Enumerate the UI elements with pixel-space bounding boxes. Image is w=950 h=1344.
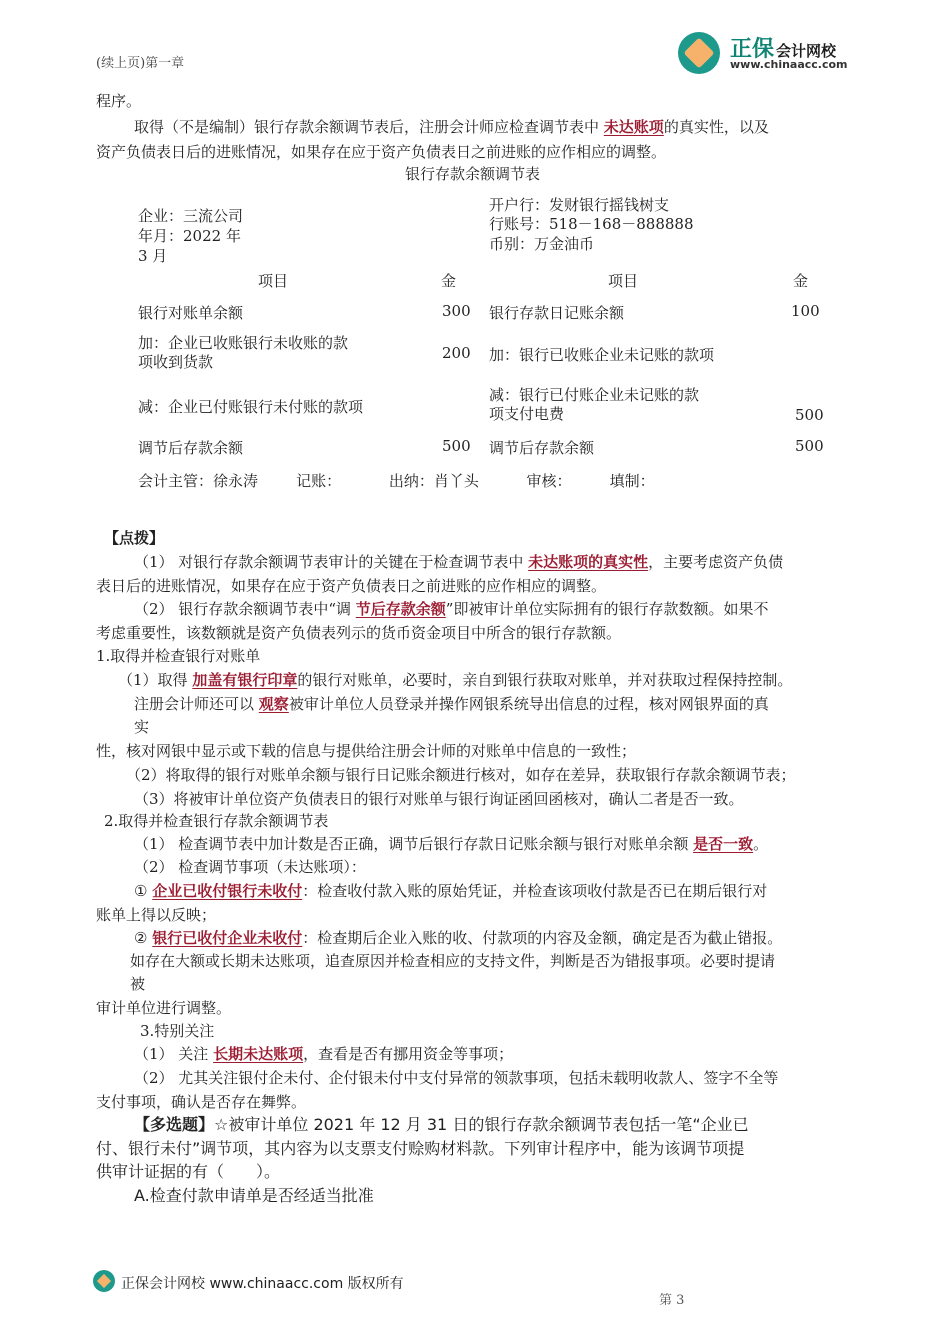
table-bank: 开户行：发财银行摇钱树支 (489, 196, 670, 214)
highlight-bank-received: 银行已收付企业未收付 (152, 929, 303, 947)
intro-paragraph-line1: 取得（不是编制）银行存款余额调节表后，注册会计师应检查调节表中 未达账项的真实性，以及 (134, 118, 769, 136)
table-currency: 币别：万金油币 (489, 235, 595, 253)
section3-item1: （1） 关注 长期未达账项，查看是否有挪用资金等事项； (134, 1045, 514, 1063)
question-line1: 【多选题】☆被审计单位 2021 年 12 月 31 日的银行存款余额调节表包括一笔“企业已 (134, 1115, 749, 1134)
table-header-item-right: 项目 (608, 272, 639, 290)
table-row-right-value: 500 (795, 437, 824, 455)
table-account: 行账号：518－168－888888 (489, 215, 694, 233)
tips-p2-line1: （2） 银行存款余额调节表中“调 节后存款余额”即被审计单位实际拥有的银行存款数额。如果不 (134, 600, 769, 618)
table-row-left: 银行对账单余额 (138, 304, 244, 322)
table-row-right-cont: 项支付电费 (489, 405, 565, 423)
table-row-left-value: 300 (442, 302, 471, 320)
table-header-amount-right: 金 (793, 272, 809, 290)
table-row-right-value: 500 (795, 406, 824, 424)
section3-title: 3.特别关注 (140, 1022, 215, 1040)
section2-title: 2.取得并检查银行存款余额调节表 (104, 812, 329, 830)
section1-item1-line1: （1）取得 加盖有银行印章的银行对账单，必要时，亲自到银行获取对账单，并对获取过程保持控制。 (118, 671, 793, 689)
highlight-observe: 观察 (258, 695, 289, 713)
logo-icon (678, 32, 720, 74)
table-row-right: 调节后存款余额 (489, 439, 595, 457)
intro-line0: 程序。 (96, 92, 142, 110)
section2-case2-line1: ② 银行已收付企业未收付：检查期后企业入账的收、付款项的内容及金额，确定是否为截止错报。 (134, 929, 783, 947)
section1-item1-line3: 实 (134, 718, 150, 736)
header-cut-text: (续上页)第一章 (96, 56, 185, 71)
table-row-right: 银行存款日记账余额 (489, 304, 625, 322)
section2-item2: （2） 检查调节事项（未达账项）： (134, 858, 366, 876)
highlight-long-unrecorded: 长期未达账项 (213, 1045, 304, 1063)
highlight-unrecorded-items: 未达账项 (603, 118, 664, 136)
table-row-left: 调节后存款余额 (138, 439, 244, 457)
table-period-cut: 3 月 (138, 247, 168, 265)
footer-copyright: 正保会计网校 www.chinaacc.com 版权所有 (121, 1276, 404, 1292)
section2-case1-line1: ① 企业已收付银行未收付：检查收付款入账的原始凭证，并检查该项收付款是否已在期后银行对 (134, 882, 768, 900)
table-row-left: 减：企业已付账银行未付账的款项 (138, 398, 364, 416)
highlight-company-received: 企业已收付银行未收付 (152, 882, 303, 900)
footer-logo-icon (93, 1270, 115, 1292)
table-row-left-cont: 项收到货款 (138, 353, 214, 371)
table-row-left: 加：企业已收账银行未收账的款 (138, 334, 349, 352)
section1-title: 1.取得并检查银行对账单 (96, 647, 261, 665)
logo-url: www.chinaacc.com (730, 58, 848, 71)
section1-item1-line4: 性，核对网银中显示或下载的信息与提供给注册会计师的对账单中信息的一致性； (96, 742, 637, 760)
section2-case2-line3: 被 (130, 975, 146, 993)
intro-paragraph-line2: 资产负债表日后的进账情况，如果存在应于资产负债表日之前进账的应作相应的调整。 (96, 143, 667, 161)
tips-heading: 【点拨】 (104, 529, 165, 547)
table-company: 企业：三流公司 (138, 207, 244, 225)
highlight-adjusted-balance: 节后存款余额 (355, 600, 446, 618)
table-header-amount: 金 (441, 272, 457, 290)
question-line2: 付、银行未付”调节项，其内容为以支票支付赊购材料款。下列审计程序中，能为该调节项提 (96, 1139, 745, 1158)
table-row-left-value: 200 (442, 344, 471, 362)
table-row-right: 减：银行已付账企业未记账的款 (489, 386, 700, 404)
highlight-authenticity: 未达账项的真实性 (528, 553, 649, 571)
question-option-a[interactable]: A.检查付款申请单是否经适当批准 (134, 1186, 374, 1205)
section2-case2-line4: 审计单位进行调整。 (96, 999, 232, 1017)
table-signatures: 会计主管：徐永涛 记账： 出纳：肖丫头 审核： 填制： (138, 472, 655, 490)
section2-case1-line2: 账单上得以反映； (96, 906, 217, 924)
table-row-right: 加：银行已收账企业未记账的款项 (489, 346, 715, 364)
tips-p2-line2: 考虑重要性，该数额就是资产负债表列示的货币资金项目中所含的银行存款额。 (96, 624, 622, 642)
table-header-item: 项目 (258, 272, 289, 290)
highlight-consistent: 是否一致 (693, 835, 754, 853)
section3-item2-line1: （2） 尤其关注银付企未付、企付银未付中支付异常的领款事项，包括未载明收款人、签字不全等 (134, 1069, 779, 1087)
tips-p1-line1: （1） 对银行存款余额调节表审计的关键在于检查调节表中 未达账项的真实性，主要考虑资产负债 (134, 553, 784, 571)
tips-p1-line2: 表日后的进账情况，如果存在应于资产负债表日之前进账的应作相应的调整。 (96, 577, 607, 595)
logo-brand: 正保 会计网校 (730, 37, 837, 62)
section1-item1-line2: 注册会计师还可以 观察被审计单位人员登录并操作网银系统导出信息的过程，核对网银界面的真 (134, 695, 769, 713)
site-logo[interactable] (678, 30, 878, 76)
table-row-left-value: 500 (442, 437, 471, 455)
table-period: 年月：2022 年 (138, 227, 241, 245)
footer-page-number: 第 3 (659, 1293, 685, 1308)
section1-item2: （2）将取得的银行对账单余额与银行日记账余额进行核对，如存在差异，获取银行存款余额调节表； (126, 766, 796, 784)
table-row-right-value: 100 (791, 302, 820, 320)
section1-item3: （3）将被审计单位资产负债表日的银行对账单与银行询证函回函核对，确认二者是否一致。 (134, 790, 744, 808)
highlight-bank-seal: 加盖有银行印章 (192, 671, 298, 689)
section3-item2-line2: 支付事项，确认是否存在舞弊。 (96, 1093, 307, 1111)
table-title: 银行存款余额调节表 (405, 165, 541, 183)
section2-case2-line2: 如存在大额或长期未达账项，追查原因并检查相应的支持文件，判断是否为错报事项。必要时提请 (130, 952, 776, 970)
section2-item1: （1） 检查调节表中加计数是否正确，调节后银行存款日记账余额与银行对账单余额 是否一致。 (134, 835, 769, 853)
question-line3: 供审计证据的有（ ）。 (96, 1162, 281, 1181)
